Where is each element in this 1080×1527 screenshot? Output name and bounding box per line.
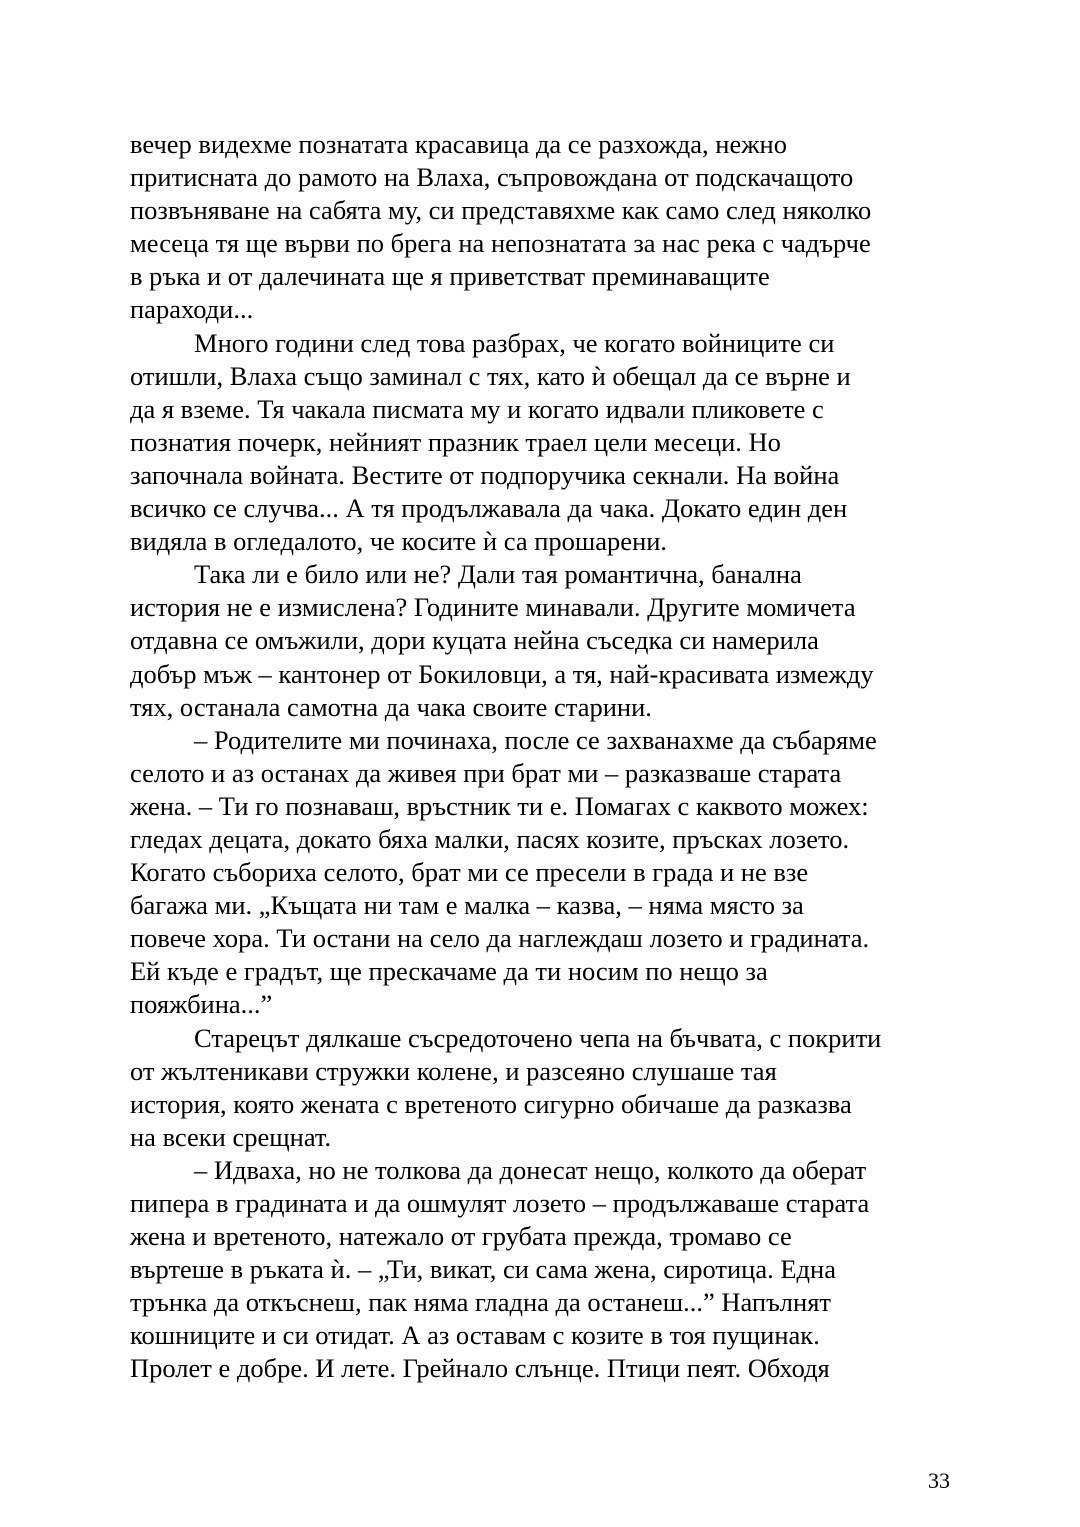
text-line: пипера в градината и да ошмулят лозето – продължаваше старата [130,1188,870,1218]
text-line: позвъняване на сабята му, си представяхме как само след няколко [130,195,872,226]
text-line: добър мъж – кантонер от Бокиловци, а тя, най-красивата измежду [130,658,874,689]
text-line: параходи... [130,294,254,325]
text-line: кошниците и си отидат. А аз оставам с козите в тоя пущинак. [130,1320,820,1351]
text-line: история, която жената с вретеното сигурно обичаше да разказва [130,1088,852,1119]
text-line: отдавна се омъжили, дори куцата нейна съседка си намерила [130,625,819,656]
text-line: багажа ми. „Къщата ни там е малка – казва, – няма място за [130,890,804,921]
page-body-text [130,128,960,1386]
text-line: започнала войната. Вестите от подпоручика секнали. На война [130,459,840,490]
text-line: в ръка и от далечината ще я приветстват преминаващите [130,261,770,292]
paragraph-first-line: Много години след това разбрах, че когато войниците си [194,327,835,358]
text-line: от жълтеникави стружки колене, и разсеяно слушаше тая [130,1055,777,1086]
text-line: да я вземе. Тя чакала писмата му и когато идвали пликовете с [130,393,824,424]
text-line: жена и вретеното, натежало от грубата прежда, тромаво се [130,1221,792,1252]
text-line: притисната до рамото на Влаха, съпровождана от подскачащото [130,162,854,193]
page-number: 33 [928,1468,950,1493]
text-line: всичко се случва... А тя продължавала да чака. Докато един ден [130,493,848,524]
text-line: Пролет е добре. И лете. Грейнало слънце. Птици пеят. Обходя [130,1353,830,1384]
paragraph-first-line: – Идваха, но не толкова да донесат нещо, колкото да оберат [194,1154,867,1185]
text-line: на всеки срещнат. [130,1121,332,1152]
text-line: видяла в огледалото, че косите ѝ са прошарени. [130,526,668,557]
text-line: пояжбина...” [130,989,273,1020]
text-line: отишли, Влаха също заминал с тях, като ѝ обещал да се върне и [130,360,851,391]
text-line: жена. – Ти го познаваш, връстник ти е. Помагах с каквото можех: [130,790,869,821]
text-line: месеца тя ще върви по брега на непознатата за нас река с чадърче [130,228,871,259]
text-line: гледах децата, докато бяха малки, пасях козите, пръсках лозето. [130,823,850,854]
paragraph-first-line: Така ли е било или не? Дали тая романтична, банална [194,559,802,590]
text-line: Когато събориха селото, брат ми се пресели в града и не взе [130,857,809,888]
text-line: вечер видехме познатата красавица да се разхожда, нежно [130,129,787,159]
text-line: трънка да откъснеш, пак няма гладна да останеш...” Напълнят [130,1287,831,1318]
text-line: повече хора. Ти остани на село да наглеждаш лозето и градината. [130,923,870,954]
text-line: селото и аз останах да живея при брат ми – разказваше старата [130,757,842,788]
text-line: въртеше в ръката ѝ. – „Ти, викат, си сама жена, сиротица. Една [130,1254,836,1285]
text-line: познатия почерк, нейният празник траел цели месеци. Но [130,426,781,457]
paragraph-first-line: Старецът дялкаше съсредоточено чепа на бъчвата, с покрити [194,1022,882,1053]
text-line: Ей къде е градът, ще прескачаме да ти носим по нещо за [130,956,768,987]
paragraph-first-line: – Родителите ми починаха, после се захванахме да събаряме [194,724,877,755]
text-line: тях, останала самотна да чака своите старини. [130,691,652,722]
text-line: история не е измислена? Годините минавали. Другите момичета [130,592,856,623]
